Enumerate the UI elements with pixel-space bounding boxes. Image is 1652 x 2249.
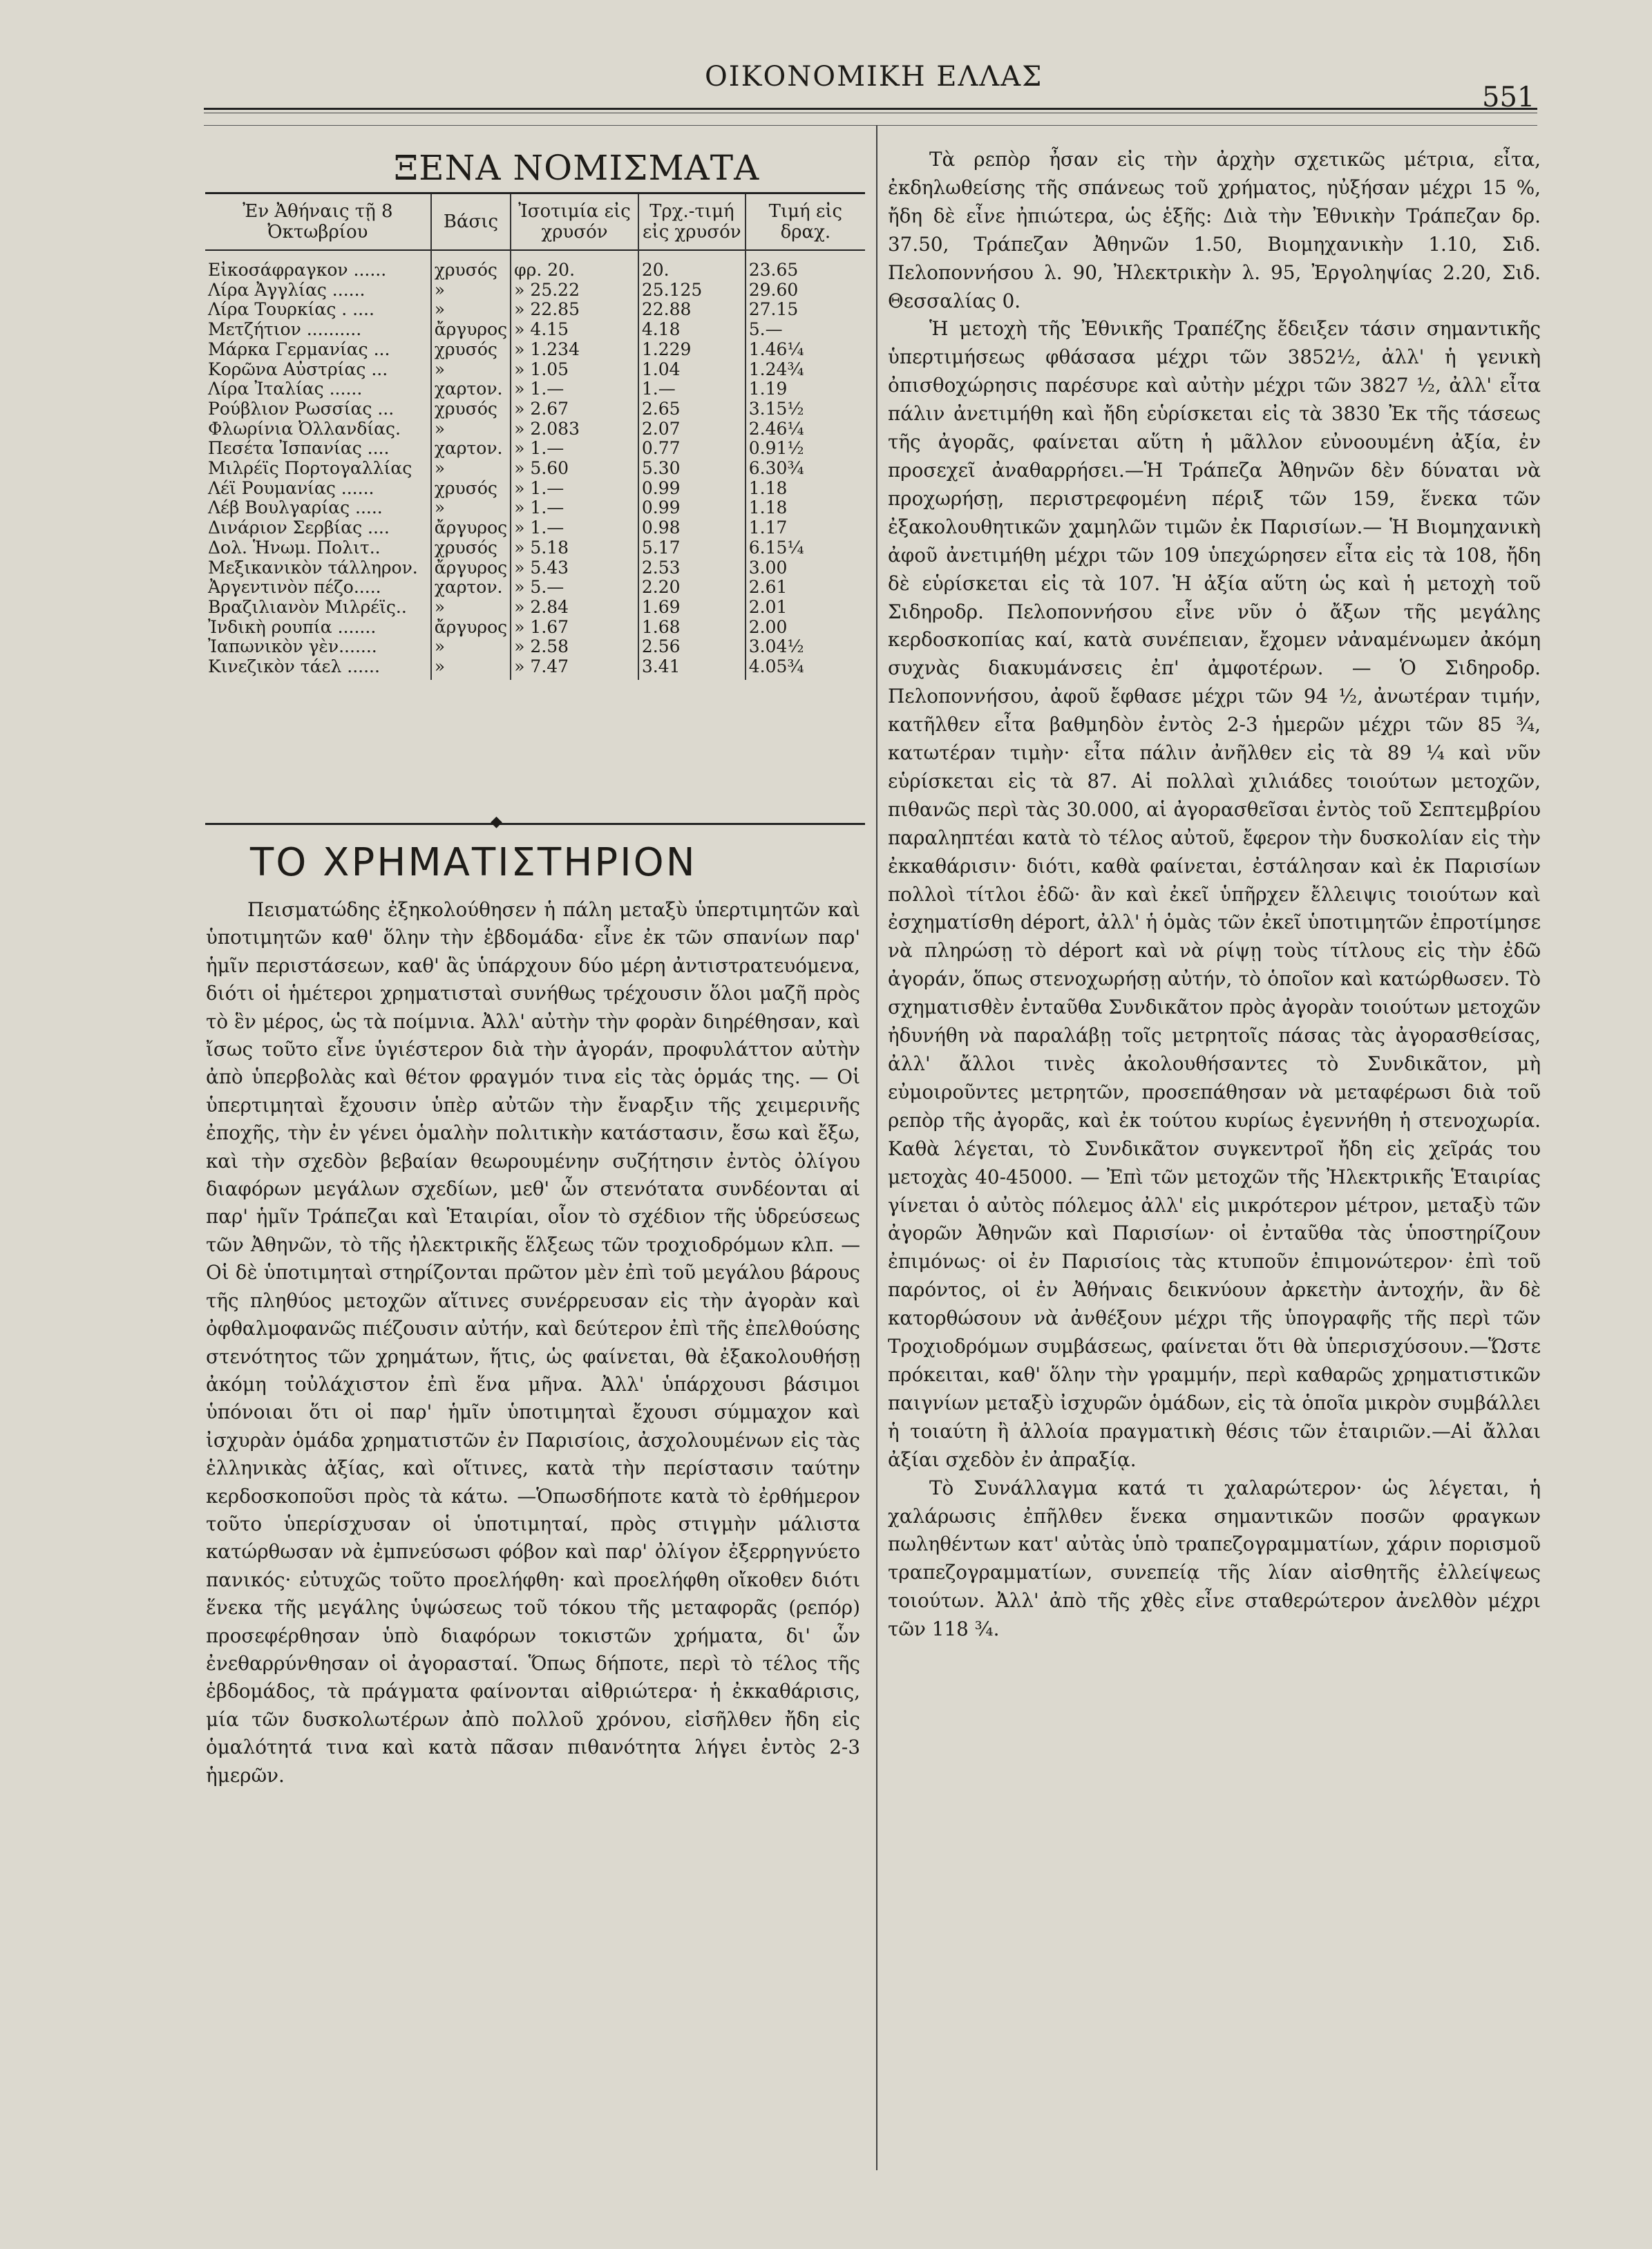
cell-rate: 0.99 (638, 498, 746, 518)
cell-name: Φλωρίνια Ὀλλανδίας. (208, 418, 401, 439)
cell-price: 27.15 (746, 300, 865, 320)
cell-name: Ρούβλιον Ρωσσίας ... (208, 398, 395, 419)
cell-rate: 25.125 (638, 281, 746, 301)
cell-rate: 3.41 (638, 657, 746, 680)
cell-parity: » 1.— (511, 518, 638, 538)
currencies-title: ΞΕΝΑ ΝΟΜΙΣΜΑΤΑ (394, 148, 760, 188)
cell-rate: 0.99 (638, 479, 746, 499)
cell-price: 6.30¾ (746, 459, 865, 479)
cell-price: 1.18 (746, 479, 865, 499)
cell-parity: φρ. 20. (511, 250, 638, 281)
cell-rate: 2.07 (638, 419, 746, 439)
right-column-article (888, 146, 1541, 1644)
cell-parity: » 22.85 (511, 300, 638, 320)
cell-rate: 5.17 (638, 538, 746, 558)
table-row (205, 538, 865, 558)
cell-rate: 22.88 (638, 300, 746, 320)
right-paragraph: Τὰ ρεπὸρ ἦσαν εἰς τὴν ἀρχὴν σχετικῶς μέτρια, εἶτα, ἐκδηλωθείσης τῆς σπάνεως τοῦ χρήματος, ηὐξήσαν μέχρι 15 %, ἤδη δὲ εἶνε ἠπιώτερα, ὡς ἑξῆς: Διὰ τὴν Ἐθνικὴν Τράπεζαν δρ. 37.50, Τράπεζαν Ἀθηνῶν 1.50, Βιομηχανικὴν 1.10, Σιδ. Πελοποννήσου λ. 90, Ἠλεκτρικὴν λ. 95, Ἐργοληψίας 2.20, Σιδ. Θεσσαλίας 0. (888, 148, 1541, 312)
cell-parity: » 2.58 (511, 637, 638, 657)
table-row (205, 518, 865, 538)
cell-rate: 1.69 (638, 598, 746, 618)
bourse-paragraph: Πεισματώδης ἐξηκολούθησεν ἡ πάλη μεταξὺ ὑπερτιμητῶν καὶ ὑποτιμητῶν καθ' ὅλην τὴν ἑβδομάδα· εἶνε ἐκ τῶν σπανίων παρ' ἡμῖν περιστάσεων, καθ' ἃς ὑπάρχουν δύο μέρη ἀντιστρατευόμενα, διότι οἱ ἡμέτεροι χρηματισταὶ συνήθως τρέχουσιν ὅλοι μαζῆ πρὸς τὸ ἓν μέρος, ὡς τὰ ποίμνια. Ἀλλ' αὐτὴν τὴν φορὰν διηρέθησαν, καὶ ἴσως τοῦτο εἶνε ὑγιέστερον διὰ τὴν ἀγοράν, προφυλάττον αὐτὴν ἀπὸ ὑπερβολὰς καὶ θέτον φραγμόν τινα εἰς τὰς ὁρμάς της. — Οἱ ὑπερτιμηταὶ ἔχουσιν ὑπὲρ αὐτῶν τὴν ἔναρξιν τῆς χειμερινῆς ἐποχῆς, τὴν ἐν γένει ὁμαλὴν πολιτικὴν κατάστασιν, ἔσω καὶ ἔξω, καὶ τὴν σχεδὸν βεβαίαν θεωρουμένην συζήτησιν ἐντὸς ὀλίγου διαφόρων μεγάλων σχεδίων, μεθ' ὧν στενότατα συνδέονται αἱ παρ' ἡμῖν Τράπεζαι καὶ Ἑταιρίαι, οἷον τὸ σχέδιον τῆς ὑδρεύσεως τῶν Ἀθηνῶν, τὸ τῆς ἠλεκτρικῆς ἕλξεως τῶν τροχιοδρόμων κλπ. —Οἱ δὲ ὑποτιμηταὶ στηρίζονται πρῶτον μὲν ἐπὶ τοῦ μεγάλου βάρους τῆς πληθύος μετοχῶν αἵτινες συνέρρευσαν εἰς τὴν ἀγορὰν καὶ ὀφθαλμοφανῶς πιέζουσιν αὐτήν, καὶ δεύτερον ἐπὶ τῆς ἐπελθούσης στενότητος τῶν χρημάτων, ἥτις, ὡς φαίνεται, θὰ ἐξακολουθήσῃ ἀκόμη τοὐλάχιστον ἐπὶ ἕνα μῆνα. Ἀλλ' ὑπάρχουσι βάσιμοι ὑπόνοιαι ὅτι οἱ παρ' ἡμῖν ὑποτιμηταὶ ἔχουσι σύμμαχον καὶ ἰσχυρὰν ὁμάδα χρηματιστῶν ἐν Παρισίοις, ἀσχολουμένων εἰς τὰς ἑλληνικὰς ἀξίας, καὶ οἵτινες, κατὰ τὴν περίστασιν ταύτην κερδοσκοποῦσι πρὸς τὰ κάτω. —Ὁπωσδήποτε κατὰ τὸ ἐρθήμερον τοῦτο ὑπερίσχυσαν οἱ ὑποτιμηταί, πρὸς στιγμὴν μάλιστα κατώρθωσαν νὰ ἐμπνεύσωσι φόβον καὶ παρ' ὀλίγον ἐξερρηγνύετο πανικός· εὐτυχῶς τοῦτο προελήφθη· καὶ προελήφθη οἴκοθεν διότι ἕνεκα τῆς μεγάλης ὑψώσεως τοῦ τόκου τῆς μεταφορᾶς (ρεπόρ) προσεφέρθησαν ὑπὸ διαφόρων τοκιστῶν χρήματα, δι' ὧν ἐνεθαρρύνθησαν οἱ ἀγορασταί. Ὅπως δήποτε, περὶ τὸ τέλος τῆς ἑβδομάδος, τὰ πράγματα φαίνονται αἰθριώτερα· ἡ ἐκκαθάρισις, μία τῶν δυσκολωτέρων ἀπὸ πολλοῦ χρόνου, εἰσῆλθεν ἤδη εἰς ὁμαλότητά τινα καὶ κατὰ πᾶσαν πιθανότητα λήγει ἐντὸς 2-3 ἡμερῶν. (206, 898, 860, 1787)
table-row (205, 379, 865, 399)
cell-price: 3.15½ (746, 399, 865, 419)
cell-rate: 2.53 (638, 558, 746, 578)
cell-price: 2.00 (746, 618, 865, 638)
cell-parity: » 5.— (511, 578, 638, 598)
table-row (205, 498, 865, 518)
table-row (205, 598, 865, 618)
cell-parity: » 1.67 (511, 618, 638, 638)
table-row (205, 479, 865, 499)
cell-price: 3.04½ (746, 637, 865, 657)
table-row (205, 657, 865, 680)
cell-name: Κινεζικὸν τάελ ...... (208, 656, 380, 677)
currency-table (205, 192, 865, 680)
column-header-current-rate: Τρχ.-τιμή εἰς χρυσόν (638, 193, 746, 251)
right-paragraph: Ἡ μετοχὴ τῆς Ἐθνικῆς Τραπέζης ἔδειξεν τάσιν σημαντικῆς ὑπερτιμήσεως φθάσασα μέχρι τῶν 3852½, ἀλλ' ἡ γενικὴ ὀπισθοχώρησις παρέσυρε καὶ αὐτὴν μέχρι τῶν 3827 ½, ἀλλ' εἶτα πάλιν ἀνετιμήθη καὶ ἤδη εὑρίσκεται εἰς τὰ 3830 Ἐκ τῆς τάσεως τῆς ἀγορᾶς, φαίνεται αὕτη ἡ μᾶλλον εὐνοουμένη ἀξία, ἐν προσεχεῖ ἀναθαρρήσει.—Ἡ Τράπεζα Ἀθηνῶν δὲν δύναται νὰ προχωρήσῃ, περιστρεφομένη πέριξ τῶν 159, ἕνεκα τῶν ἐξακολουθητικῶν χαμηλῶν τιμῶν ἐκ Παρισίων.— Ἡ Βιομηχανικὴ ἀφοῦ ἀνετιμήθη μέχρι τῶν 109 ὑπεχώρησεν εἶτα εἰς τὰ 108, ἤδη δὲ εὑρίσκεται εἰς τὰ 107. Ἡ ἀξία αὕτη ὡς καὶ ἡ μετοχὴ τοῦ Σιδηροδρ. Πελοποννήσου εἶνε νῦν ὁ ἄξων τῆς μεγάλης κερδοσκοπίας καί, κατὰ συνέπειαν, ἔχομεν νἀναμένωμεν ἀκόμη συχνὰς διακυμάνσεις ἐπ' ἀμφοτέρων. — Ὁ Σιδηροδρ. Πελοποννήσου, ἀφοῦ ἔφθασε μέχρι τῶν 94 ½, ἀνωτέραν τιμήν, κατῆλθεν εἶτα βαθμηδὸν ἐντὸς 2-3 ἡμερῶν μέχρι τῶν 85 ¾, κατωτέραν τιμὴν· εἶτα πάλιν ἀνῆλθεν εἰς τὰ 89 ¼ καὶ νῦν εὑρίσκεται εἰς τὰ 87. Αἱ πολλαὶ χιλιάδες τοιούτων μετοχῶν, πιθανῶς περὶ τὰς 30.000, αἱ ἀγορασθεῖσαι ἐντὸς τοῦ Σεπτεμβρίου παραληπτέαι κατὰ τὸ τέλος αὐτοῦ, ἔφερον τὴν δυσκολίαν εἰς τὴν ἐκκαθάρισιν· διότι, καθὰ φαίνεται, ἐστάλησαν καὶ ἐκ Παρισίων πολλοὶ τίτλοι ἐδῶ· ἂν καὶ ἐκεῖ ὑπῆρχεν ἔλλειψις τοιούτων καὶ ἐσχηματίσθη déport, ἀλλ' ἡ ὁμὰς τῶν ἐκεῖ ὑποτιμητῶν ἐπροτίμησε νὰ πληρώσῃ τὸ déport καὶ νὰ ρίψῃ τοὺς τίτλους εἰς τὴν ἐδῶ ἀγοράν, ὅπως στενοχωρήσῃ αὐτήν, τὸ ὁποῖον καὶ κατώρθωσεν. Τὸ σχηματισθὲν ἐνταῦθα Συνδικᾶτον πρὸς ἀγορὰν τοιούτων μετοχῶν ἠδυνήθη νὰ παραλάβῃ τοῖς μετρητοῖς πάσας τὰς ἀγορασθείσας, ἀλλ' ἄλλοι τινὲς ἀκολουθήσαντες τὸ Συνδικᾶτον, μὴ εὐμοιροῦντες μετρητῶν, προσεπάθησαν νὰ μεταφέρωσι διὰ τοῦ ρεπὸρ τῆς ἀγορᾶς, καὶ ἐκ τούτου κυρίως ἐγεννήθη ἡ στενοχωρία. Καθὰ λέγεται, τὸ Συνδικᾶτον συγκεντροῖ ἤδη εἰς χεῖράς του μετοχὰς 40-45000. — Ἐπὶ τῶν μετοχῶν τῆς Ἠλεκτρικῆς Ἑταιρίας γίνεται ὁ αὐτὸς πόλεμος ἀλλ' εἰς μικρότερον μέτρον, μεταξὺ τῶν ἀγορῶν Ἀθηνῶν καὶ Παρισίων· οἱ ἐνταῦθα τὰς ὑποστηρίζουν ἐπιμόνως· οἱ ἐν Παρισίοις τὰς κτυποῦν ἐπιμονώτερον· ἐπὶ τοῦ παρόντος, οἱ ἐν Ἀθήναις δεικνύουν ἀρκετὴν ἀντοχήν, ἂν δὲ κατορθώσουν νὰ ἀνθέξουν μέχρι τῆς ὑπογραφῆς τῆς περὶ τῶν Τροχιοδρόμων συμβάσεως, φαίνεται ὅτι θὰ ὑπερισχύσουν.—Ὥστε πρόκειται, καθ' ὅλην τὴν γραμμήν, περὶ καθαρῶς χρηματιστικῶν παιγνίων μεταξὺ ἰσχυρῶν ὁμάδων, εἰς τὰ ὁποῖα μικρὸν συμβάλλει ἡ τοιαύτη ἢ ἀλλοία πραγματικὴ θέσις τῶν ἑταιριῶν.—Αἱ ἄλλαι ἀξίαι σχεδὸν ἐν ἀπραξίᾳ. (888, 317, 1541, 1471)
column-header-drachma-price: Τιμή εἰς δραχ. (746, 193, 865, 251)
cell-basis: χρυσός (431, 399, 511, 419)
cell-basis: χαρτον. (431, 439, 511, 459)
cell-price: 1.17 (746, 518, 865, 538)
cell-price: 3.00 (746, 558, 865, 578)
cell-basis: » (431, 419, 511, 439)
cell-name: Δολ. Ἡνωμ. Πολιτ.. (208, 537, 381, 558)
cell-basis: ἄργυρος (431, 558, 511, 578)
cell-price: 5.— (746, 320, 865, 340)
cell-name: Ἰνδικὴ ρουπία ....... (208, 616, 377, 637)
table-row (205, 439, 865, 459)
cell-name: Πεσέτα Ἰσπανίας .... (208, 438, 390, 459)
cell-price: 29.60 (746, 281, 865, 301)
cell-name: Λέβ Βουλγαρίας ..... (208, 497, 383, 518)
running-header-title: ΟΙΚΟΝΟΜΙΚΗ ΕΛΛΑΣ (705, 61, 1043, 93)
page-number: 551 (1482, 82, 1535, 113)
cell-basis: » (431, 281, 511, 301)
cell-name: Βραζιλιανὸν Μιλρέϊς.. (208, 596, 407, 617)
cell-basis: χαρτον. (431, 379, 511, 399)
cell-name: Λίρα Τουρκίας . .... (208, 299, 374, 320)
cell-rate: 4.18 (638, 320, 746, 340)
cell-price: 1.19 (746, 379, 865, 399)
cell-parity: » 1.— (511, 498, 638, 518)
cell-basis: » (431, 300, 511, 320)
currency-table-body (205, 250, 865, 680)
cell-name: Λίρα Ἀγγλίας ...... (208, 279, 365, 300)
table-row (205, 578, 865, 598)
cell-basis: χρυσός (431, 538, 511, 558)
cell-price: 2.61 (746, 578, 865, 598)
cell-rate: 1.68 (638, 618, 746, 638)
cell-name: Μιλρέϊς Πορτογαλλίας (208, 458, 412, 479)
cell-rate: 0.77 (638, 439, 746, 459)
cell-rate: 2.20 (638, 578, 746, 598)
cell-parity: » 25.22 (511, 281, 638, 301)
cell-basis: » (431, 637, 511, 657)
table-row (205, 300, 865, 320)
cell-name: Μετζήτιον .......... (208, 319, 362, 340)
cell-basis: χαρτον. (431, 578, 511, 598)
cell-rate: 1.229 (638, 340, 746, 360)
cell-parity: » 1.234 (511, 340, 638, 360)
cell-price: 1.18 (746, 498, 865, 518)
cell-basis: χρυσός (431, 250, 511, 281)
cell-name: Λέϊ Ρουμανίας ...... (208, 477, 374, 498)
table-row (205, 250, 865, 281)
cell-basis: » (431, 360, 511, 380)
cell-parity: » 4.15 (511, 320, 638, 340)
cell-parity: » 5.18 (511, 538, 638, 558)
column-header-basis: Βάσις (431, 193, 511, 251)
cell-price: 1.46¼ (746, 340, 865, 360)
table-row (205, 360, 865, 380)
cell-rate: 2.65 (638, 399, 746, 419)
header-rule-lower (204, 125, 1537, 126)
cell-basis: ἄργυρος (431, 518, 511, 538)
cell-parity: » 1.— (511, 439, 638, 459)
cell-parity: » 5.43 (511, 558, 638, 578)
table-row (205, 399, 865, 419)
cell-basis: χρυσός (431, 479, 511, 499)
table-row (205, 419, 865, 439)
separator-diamond-icon: ◆ (491, 813, 502, 831)
cell-rate: 2.56 (638, 637, 746, 657)
bourse-title: ΤΟ ΧΡΗΜΑΤΙΣΤΗΡΙΟΝ (250, 840, 697, 885)
cell-rate: 1.04 (638, 360, 746, 380)
cell-parity: » 7.47 (511, 657, 638, 680)
cell-price: 6.15¼ (746, 538, 865, 558)
cell-name: Ἀργεντινὸν πέζο..... (208, 577, 381, 598)
cell-rate: 5.30 (638, 459, 746, 479)
bourse-article (206, 896, 860, 1790)
cell-price: 1.24¾ (746, 360, 865, 380)
cell-parity: » 1.— (511, 379, 638, 399)
cell-name: Κορῶνα Αὐστρίας ... (208, 359, 388, 379)
table-row (205, 340, 865, 360)
cell-parity: » 1.05 (511, 360, 638, 380)
table-row (205, 558, 865, 578)
cell-basis: ἄργυρος (431, 320, 511, 340)
table-row (205, 320, 865, 340)
cell-basis: » (431, 657, 511, 680)
cell-name: Λίρα Ἰταλίας ...... (208, 379, 363, 399)
cell-name: Εἰκοσάφραγκον ...... (208, 260, 387, 280)
cell-name: Δινάριον Σερβίας .... (208, 518, 390, 538)
cell-basis: » (431, 598, 511, 618)
cell-parity: » 2.083 (511, 419, 638, 439)
cell-price: 0.91½ (746, 439, 865, 459)
cell-parity: » 1.— (511, 479, 638, 499)
column-header-date: Ἐν Ἀθήναις τῇ 8 Ὀκτωβρίου (243, 201, 393, 243)
cell-parity: » 2.84 (511, 598, 638, 618)
cell-basis: » (431, 498, 511, 518)
cell-rate: 0.98 (638, 518, 746, 538)
column-divider (876, 125, 877, 2170)
cell-rate: 1.— (638, 379, 746, 399)
cell-parity: » 5.60 (511, 459, 638, 479)
cell-name: Μεξικανικὸν τάλληρον. (208, 557, 418, 578)
cell-price: 4.05¾ (746, 657, 865, 680)
cell-price: 23.65 (746, 250, 865, 281)
cell-name: Μάρκα Γερμανίας ... (208, 339, 390, 359)
cell-name: Ἰαπωνικὸν γὲν....... (208, 636, 377, 657)
cell-basis: χρυσός (431, 340, 511, 360)
table-bottom-rule (205, 823, 865, 825)
column-header-gold-parity: Ἰσοτιμία εἰς χρυσόν (511, 193, 638, 251)
right-paragraph: Τὸ Συνάλλαγμα κατά τι χαλαρώτερον· ὡς λέγεται, ἡ χαλάρωσις ἐπῆλθεν ἕνεκα σημαντικῶν ποσῶν φραγκων πωληθέντων κατ' αὐτὰς ὑπὸ τραπεζογραμματίων, χάριν πορισμοῦ τραπεζογραμματίων, συνεπείᾳ τῆς λίαν αἰσθητῆς ἐλλείψεως τοιούτων. Ἀλλ' ἀπὸ τῆς χθὲς εἶνε σταθερώτερον ἀνελθὸν μέχρι τῶν 118 ¾. (888, 1476, 1541, 1641)
cell-price: 2.01 (746, 598, 865, 618)
currency-table-header (205, 193, 865, 251)
cell-basis: ἄργυρος (431, 618, 511, 638)
table-row (205, 281, 865, 301)
table-row (205, 618, 865, 638)
cell-parity: » 2.67 (511, 399, 638, 419)
table-row (205, 637, 865, 657)
table-row (205, 459, 865, 479)
cell-price: 2.46¼ (746, 419, 865, 439)
cell-rate: 20. (638, 250, 746, 281)
header-rule (204, 108, 1537, 110)
cell-basis: » (431, 459, 511, 479)
